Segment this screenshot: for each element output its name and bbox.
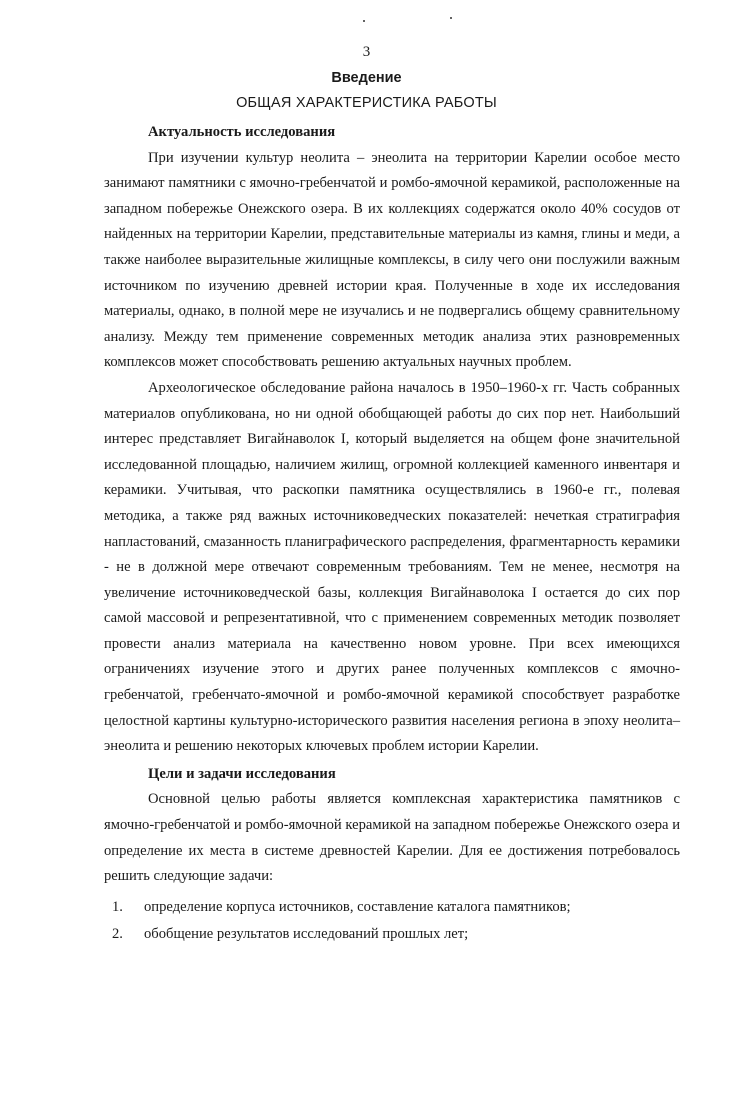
document-body: [104, 120, 680, 948]
list-item-number: 2.: [112, 925, 123, 942]
list-item-number: 1.: [112, 898, 123, 915]
list-item-text: определение корпуса источников, составление каталога памятников;: [144, 898, 571, 915]
list-item: [104, 894, 680, 921]
scan-speck: [450, 17, 452, 19]
relevance-paragraph-1: При изучении культур неолита – энеолита на территории Карелии особое место занимают памятники с ямочно-гребенчатой и ромбо-ямочной керамикой, расположенные на западном побережье Онежского озера. В их коллекциях содержатся около 40% сосудов от найденных на территории Карелии, представительные материалы из камня, глины и меди, а также наиболее выразительные жилищные комплексы, в силу чего они послужили важным источником по изучению древней истории края. Полученные в ходе их исследования материалы, однако, в полной мере не изучались и не подвергались общему сравнительному анализу. Между тем применение современных методик анализа этих разновременных комплексов может способствовать решению актуальных научных проблем.: [104, 149, 680, 371]
goals-heading: Цели и задачи исследования: [148, 765, 336, 782]
relevance-paragraph-2: Археологическое обследование района началось в 1950–1960-х гг. Часть собранных материалов опубликована, но ни одной обобщающей работы до сих пор нет. Наибольший интерес представляет Вигайнаволок I, который выделяется на общем фоне значительной исследованной площадью, наличием жилищ, огромной коллекцией каменного инвентаря и керамики. Учитывая, что раскопки памятника осуществлялись в 1960-е гг., полевая методика, а также ряд важных источниковедческих показателей: нечеткая стратиграфия напластований, смазанность планиграфического распределения, фрагментарность керамики - не в должной мере отвечают современным требованиям. Тем не менее, несмотря на увеличение источниковедческой базы, коллекция Вигайнаволока I остается до сих пор самой массовой и репрезентативной, что с применением современных методик позволяет провести анализ материала на качественно новом уровне. При всех имеющихся ограничениях изучение этого и других ранее полученных комплексов с ямочно-гребенчатой, гребенчато-ямочной и ромбо-ямочной керамикой способствует разработке целостной картины культурно-исторического развития населения региона в эпоху неолита–энеолита и решению некоторых ключевых проблем истории Карелии.: [104, 379, 680, 755]
list-item-text: обобщение результатов исследований прошлых лет;: [144, 925, 469, 942]
task-list: [104, 894, 680, 948]
page-number: 3: [362, 44, 371, 60]
main-title: ОБЩАЯ ХАРАКТЕРИСТИКА РАБОТЫ: [236, 95, 497, 111]
goals-paragraph: Основной целью работы является комплексная характеристика памятников с ямочно-гребенчатой и ромбо-ямочной керамикой на западном побережье Онежского озера и определение их места в системе древностей Карелии. Для ее достижения потребовалось решить следующие задачи:: [104, 791, 680, 885]
scan-speck: [363, 20, 365, 22]
list-item: [104, 921, 680, 948]
relevance-heading: Актуальность исследования: [148, 124, 336, 140]
intro-title: Введение: [331, 70, 402, 86]
